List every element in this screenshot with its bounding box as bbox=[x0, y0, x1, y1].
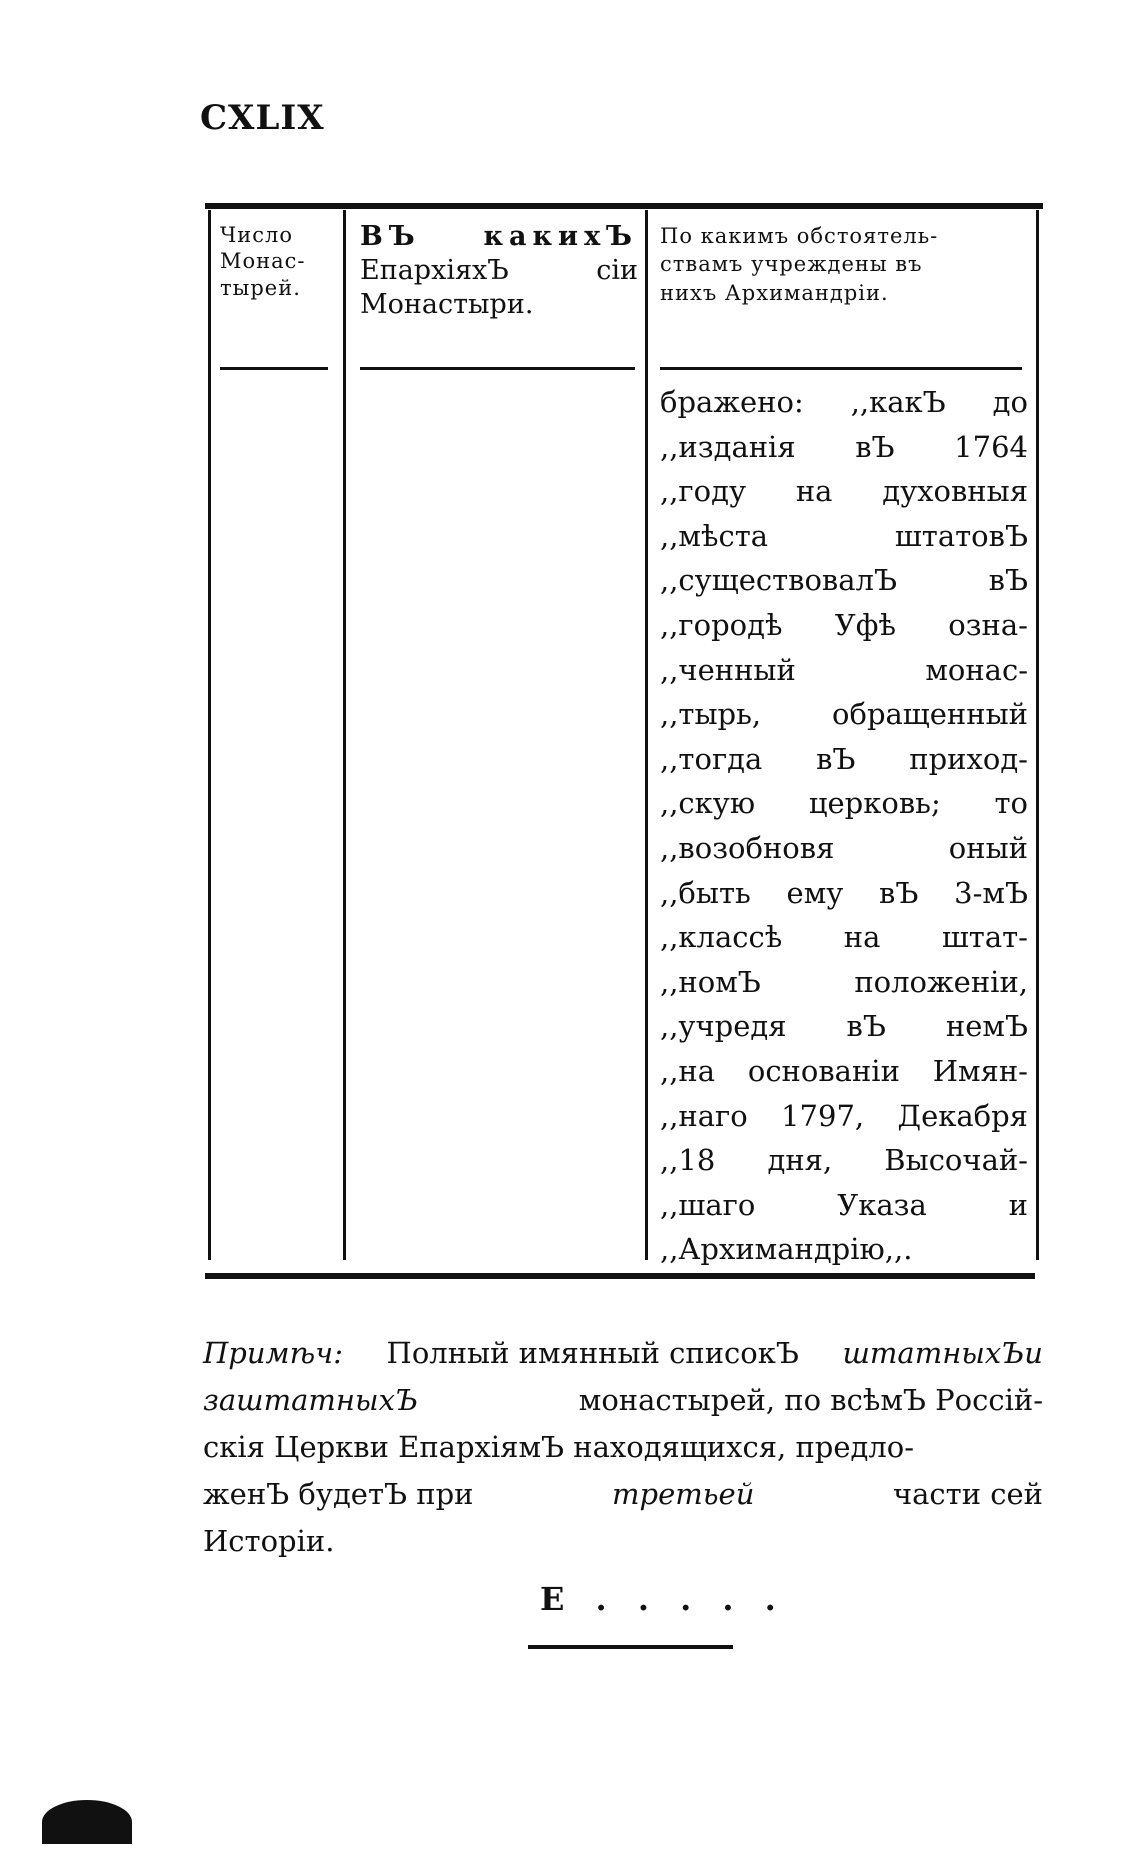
body-word: то bbox=[994, 786, 1028, 821]
body-word: на bbox=[843, 920, 881, 955]
footnote-text: части сей bbox=[892, 1477, 1043, 1511]
body-word: штатовЪ bbox=[894, 518, 1028, 553]
body-line bbox=[660, 871, 1028, 916]
body-word: вЪ bbox=[988, 563, 1028, 598]
body-word: ,,учредя bbox=[660, 1009, 787, 1044]
body-word: ему bbox=[786, 875, 844, 910]
header-circumstances bbox=[660, 222, 1030, 307]
body-word: ,,на bbox=[660, 1053, 716, 1088]
body-word: церковь; bbox=[808, 786, 941, 821]
body-word: штат- bbox=[941, 920, 1028, 955]
body-word: ,,городѣ bbox=[660, 607, 783, 642]
page-number: CXLIX bbox=[200, 98, 325, 138]
body-line bbox=[660, 1004, 1028, 1049]
body-word: вЪ bbox=[816, 741, 856, 776]
body-word: ,,тогда bbox=[660, 741, 763, 776]
body-line bbox=[660, 1138, 1028, 1183]
body-word: Уфѣ bbox=[834, 607, 896, 642]
header-eparchy-line: Монастыри. bbox=[360, 288, 534, 320]
body-word: дня, bbox=[767, 1143, 833, 1178]
body-word: ,,возобновя bbox=[660, 830, 835, 865]
body-word: Указа bbox=[837, 1187, 927, 1222]
header-word: сіи bbox=[596, 254, 638, 286]
body-word: ,,мѣста bbox=[660, 518, 769, 553]
body-line bbox=[660, 603, 1028, 648]
header-word: какихЪ bbox=[483, 221, 638, 252]
body-word: Имян- bbox=[932, 1053, 1028, 1088]
table-top-rule bbox=[205, 203, 1043, 209]
footnote-line bbox=[203, 1377, 1043, 1424]
header-count-line: Монас- bbox=[220, 249, 306, 274]
body-line bbox=[660, 425, 1028, 470]
body-line bbox=[660, 380, 1028, 425]
body-line bbox=[660, 1183, 1028, 1228]
footnote-line: Исторіи. bbox=[203, 1524, 335, 1558]
body-word: вЪ bbox=[879, 875, 919, 910]
body-word: ,,шаго bbox=[660, 1187, 756, 1222]
body-word: и bbox=[1008, 1187, 1028, 1222]
body-line bbox=[660, 826, 1028, 871]
body-word: вЪ bbox=[855, 429, 895, 464]
footnote-italic: третьей bbox=[612, 1477, 755, 1511]
body-word: ,,существовалЪ bbox=[660, 563, 898, 598]
footnote-line bbox=[203, 1471, 1043, 1518]
header-circ-line: По какимъ обстоятель- bbox=[660, 224, 939, 248]
body-word: 3-мЪ bbox=[954, 875, 1028, 910]
body-line bbox=[660, 514, 1028, 559]
header-eparchy-line bbox=[360, 220, 638, 254]
body-line bbox=[660, 648, 1028, 693]
footnote-italic: заштатныхЪ bbox=[203, 1383, 418, 1417]
header-separator-circumstances bbox=[660, 367, 1022, 370]
body-word: озна- bbox=[948, 607, 1028, 642]
body-word: ,,номЪ bbox=[660, 964, 761, 999]
body-word: ,,Архимандрію,,. bbox=[660, 1232, 913, 1267]
footnote bbox=[203, 1330, 1043, 1565]
body-word: ,,году bbox=[660, 474, 747, 509]
footnote-label: Примѣч: bbox=[203, 1336, 343, 1370]
body-word: основаніи bbox=[747, 1053, 900, 1088]
body-word: монас- bbox=[925, 652, 1028, 687]
body-word: ,,скую bbox=[660, 786, 756, 821]
body-word: вЪ bbox=[846, 1009, 886, 1044]
footnote-italic: штатныхЪи bbox=[842, 1336, 1043, 1370]
body-line bbox=[660, 737, 1028, 782]
body-word: ,,ченный bbox=[660, 652, 796, 687]
body-word: ,,классѣ bbox=[660, 920, 783, 955]
footnote-line: скія Церкви ЕпархіямЪ находящихся, предло- bbox=[203, 1430, 915, 1464]
body-word: ,,тырь, bbox=[660, 697, 762, 732]
header-count-line: тырей. bbox=[220, 275, 301, 300]
body-word: Декабря bbox=[897, 1098, 1028, 1133]
body-word: духовныя bbox=[882, 474, 1028, 509]
circumstances-text bbox=[660, 380, 1028, 1272]
header-eparchy bbox=[360, 220, 638, 321]
body-word: 1797, bbox=[781, 1098, 865, 1133]
body-word: ,,18 bbox=[660, 1143, 716, 1178]
header-separator-count bbox=[220, 367, 328, 370]
body-line bbox=[660, 692, 1028, 737]
body-line bbox=[660, 960, 1028, 1005]
body-word: оный bbox=[948, 830, 1028, 865]
body-line bbox=[660, 915, 1028, 960]
end-rule bbox=[528, 1645, 733, 1649]
column-divider-2 bbox=[343, 210, 346, 1260]
body-line bbox=[660, 469, 1028, 514]
header-word: ВЪ bbox=[360, 221, 421, 252]
header-count-line: Число bbox=[220, 223, 293, 247]
header-eparchy-line bbox=[360, 254, 638, 288]
body-word: Высочай- bbox=[884, 1143, 1028, 1178]
header-circ-line: нихъ Архимандріи. bbox=[660, 280, 889, 305]
header-monastery-count bbox=[220, 222, 338, 301]
column-divider-4 bbox=[1036, 210, 1039, 1260]
header-separator-eparchy bbox=[360, 367, 635, 370]
body-word: ,,какЪ bbox=[850, 385, 946, 419]
footnote-line bbox=[203, 1330, 1043, 1377]
body-word: ,,наго bbox=[660, 1098, 748, 1133]
header-circ-line: ствамъ учреждены въ bbox=[660, 252, 923, 277]
body-word: приход- bbox=[909, 741, 1028, 776]
body-word: на bbox=[795, 474, 833, 509]
body-word: бражено: bbox=[660, 385, 804, 419]
body-line bbox=[660, 1227, 1028, 1272]
ink-blot bbox=[42, 1800, 132, 1844]
body-word: до bbox=[992, 385, 1028, 419]
body-line bbox=[660, 1049, 1028, 1094]
footnote-text: женЪ будетЪ при bbox=[203, 1477, 474, 1511]
column-divider-1 bbox=[208, 210, 211, 1260]
body-word: 1764 bbox=[954, 429, 1028, 464]
body-word: ,,быть bbox=[660, 875, 751, 910]
body-word: немЪ bbox=[945, 1009, 1028, 1044]
catchword: Е . . . . . bbox=[540, 1580, 786, 1618]
column-divider-3 bbox=[645, 210, 648, 1260]
footnote-text: монастырей, по всѣмЪ Россій- bbox=[578, 1383, 1043, 1417]
body-word: ,,изданія bbox=[660, 429, 796, 464]
body-word: положеніи, bbox=[854, 964, 1028, 999]
body-line bbox=[660, 558, 1028, 603]
body-line bbox=[660, 1094, 1028, 1139]
table-bottom-rule bbox=[205, 1273, 1035, 1279]
body-word: обращенный bbox=[832, 697, 1028, 732]
footnote-text: Полный имянный списокЪ bbox=[386, 1336, 799, 1370]
body-line bbox=[660, 781, 1028, 826]
header-word: ЕпархіяхЪ bbox=[360, 254, 509, 286]
